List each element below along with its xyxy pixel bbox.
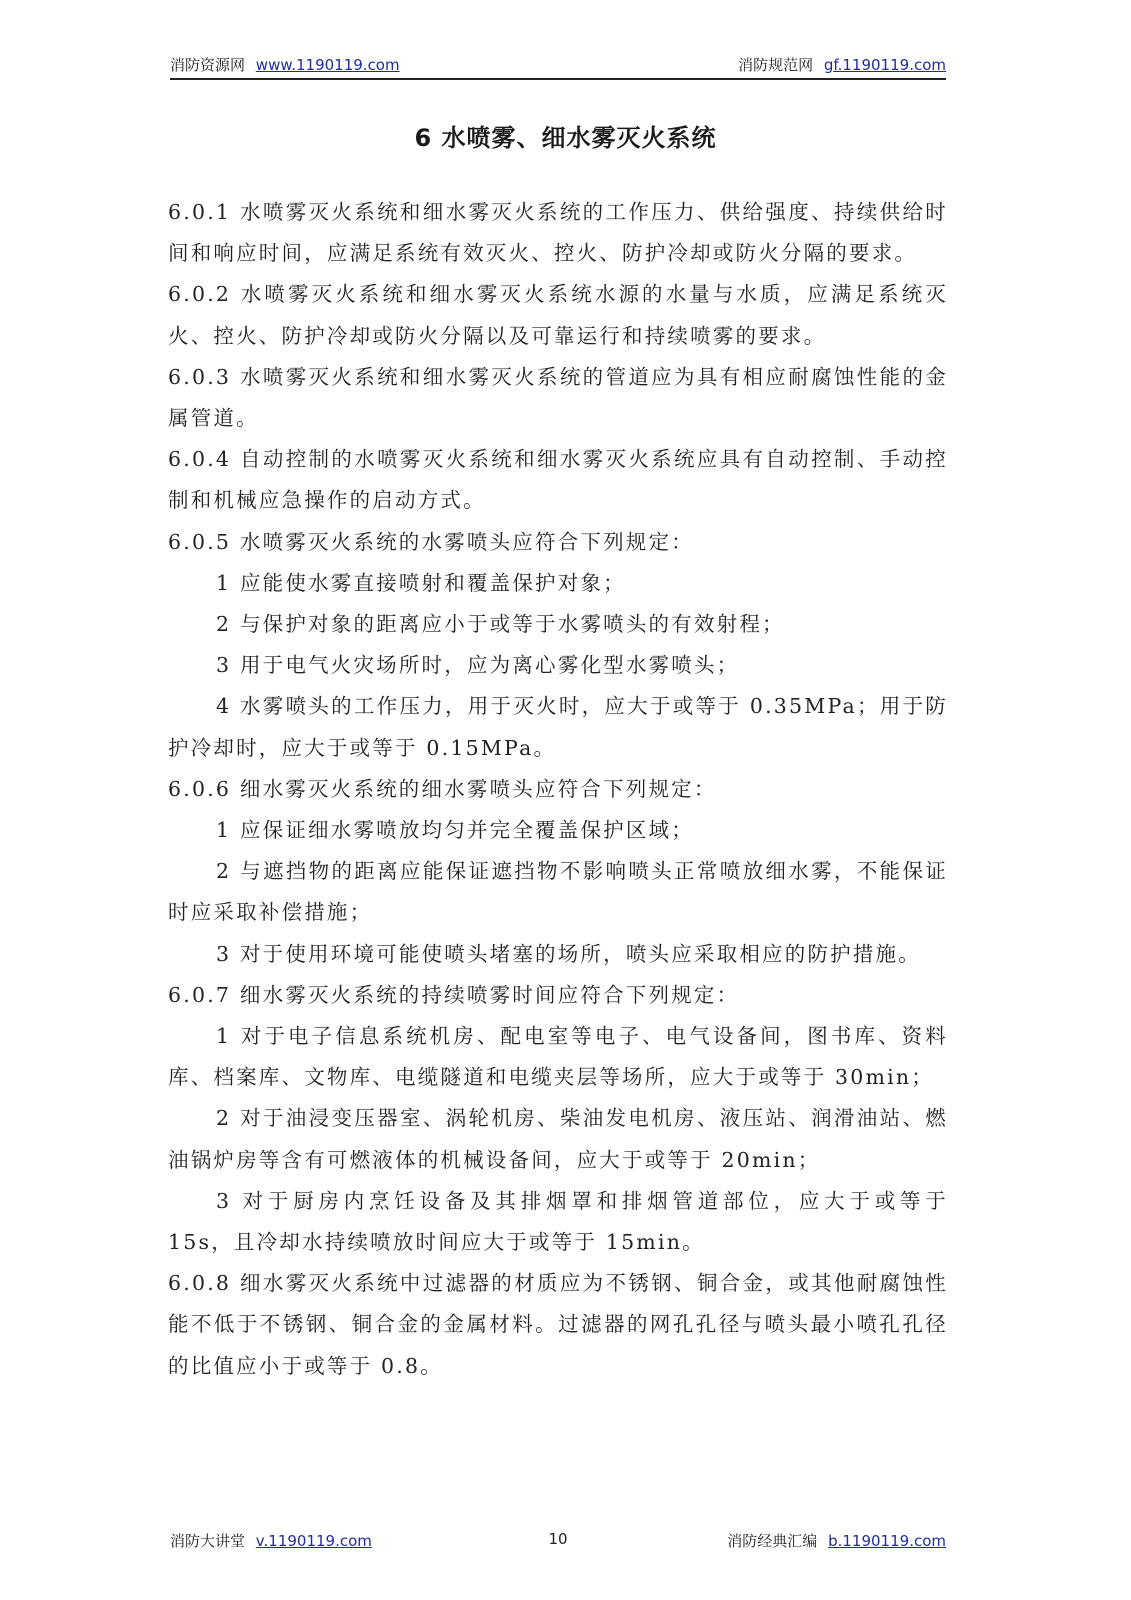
header-right xyxy=(738,54,946,75)
clause-6-0-6-item-3: 3 对于使用环境可能使喷头堵塞的场所，喷头应采取相应的防护措施。 xyxy=(216,941,921,966)
clause-6-0-5-item-3: 3 用于电气火灾场所时，应为离心雾化型水雾喷头； xyxy=(216,653,740,678)
clause-6-0-5-item-4: 4 水雾喷头的工作压力，用于灭火时，应大于或等于 0.35MPa；用于防护冷却时，应大于或等于 0.15MPa。 xyxy=(168,694,948,760)
header-right-site-name: 消防规范网 xyxy=(738,56,814,74)
page-number: 10 xyxy=(548,1530,568,1548)
clause-6-0-7: 6.0.7 细水雾灭火系统的持续喷雾时间应符合下列规定： xyxy=(168,982,740,1007)
clause-6-0-3: 6.0.3 水喷雾灭火系统和细水雾灭火系统的管道应为具有相应耐腐蚀性能的金属管道。 xyxy=(168,364,948,431)
clause-6-0-2: 6.0.2 水喷雾灭火系统和细水雾灭火系统水源的水量与水质，应满足系统灭火、控火、防护冷却或防火分隔以及可靠运行和持续喷雾的要求。 xyxy=(168,282,948,348)
clause-6-0-7-item-1: 1 对于电子信息系统机房、配电室等电子、电气设备间，图书库、资料库、档案库、文物库、电缆隧道和电缆夹层等场所，应大于或等于 30min； xyxy=(168,1024,948,1090)
clause-6-0-8: 6.0.8 细水雾灭火系统中过滤器的材质应为不锈钢、铜合金，或其他耐腐蚀性能不低于不锈钢、铜合金的金属材料。过滤器的网孔孔径与喷头最小喷孔孔径的比值应小于或等于 0.8。 xyxy=(168,1271,948,1378)
clause-6-0-7-item-3: 3 对于厨房内烹饪设备及其排烟罩和排烟管道部位，应大于或等于 15s，且冷却水持续喷放时间应大于或等于 15min。 xyxy=(168,1188,948,1255)
footer-right-site-name: 消防经典汇编 xyxy=(727,1532,818,1550)
header-left xyxy=(170,54,400,75)
clause-6-0-1: 6.0.1 水喷雾灭火系统和细水雾灭火系统的工作压力、供给强度、持续供给时间和响应时间，应满足系统有效灭火、控火、防护冷却或防火分隔的要求。 xyxy=(168,200,948,266)
clause-6-0-5-item-1: 1 应能使水雾直接喷射和覆盖保护对象； xyxy=(216,570,626,595)
header-left-site-name: 消防资源网 xyxy=(170,56,246,74)
header-right-link[interactable]: gf.1190119.com xyxy=(823,56,946,74)
clause-6-0-6: 6.0.6 细水雾灭火系统的细水雾喷头应符合下列规定： xyxy=(168,776,717,801)
document-body xyxy=(168,192,948,1387)
section-title: 6 水喷雾、细水雾灭火系统 xyxy=(414,124,717,152)
page-footer xyxy=(170,1530,946,1556)
footer-left-site-name: 消防大讲堂 xyxy=(170,1532,246,1550)
page-header xyxy=(170,52,946,80)
clause-6-0-7-item-2: 2 对于油浸变压器室、涡轮机房、柴油发电机房、液压站、润滑油站、燃油锅炉房等含有可燃液体的机械设备间，应大于或等于 20min； xyxy=(168,1106,948,1172)
clause-6-0-6-item-1: 1 应保证细水雾喷放均匀并完全覆盖保护区域； xyxy=(216,818,694,843)
clause-6-0-5-item-2: 2 与保护对象的距离应小于或等于水雾喷头的有效射程； xyxy=(216,612,785,637)
footer-right-link[interactable]: b.1190119.com xyxy=(828,1532,946,1550)
clause-6-0-5: 6.0.5 水喷雾灭火系统的水雾喷头应符合下列规定： xyxy=(168,529,694,554)
footer-left xyxy=(170,1530,372,1551)
clause-6-0-6-item-2: 2 与遮挡物的距离应能保证遮挡物不影响喷头正常喷放细水雾，不能保证时应采取补偿措施； xyxy=(168,859,948,925)
clause-6-0-4: 6.0.4 自动控制的水喷雾灭火系统和细水雾灭火系统应具有自动控制、手动控制和机械应急操作的启动方式。 xyxy=(168,447,948,513)
footer-right xyxy=(727,1530,946,1551)
footer-left-link[interactable]: v.1190119.com xyxy=(255,1532,372,1550)
header-left-link[interactable]: www.1190119.com xyxy=(255,56,400,74)
